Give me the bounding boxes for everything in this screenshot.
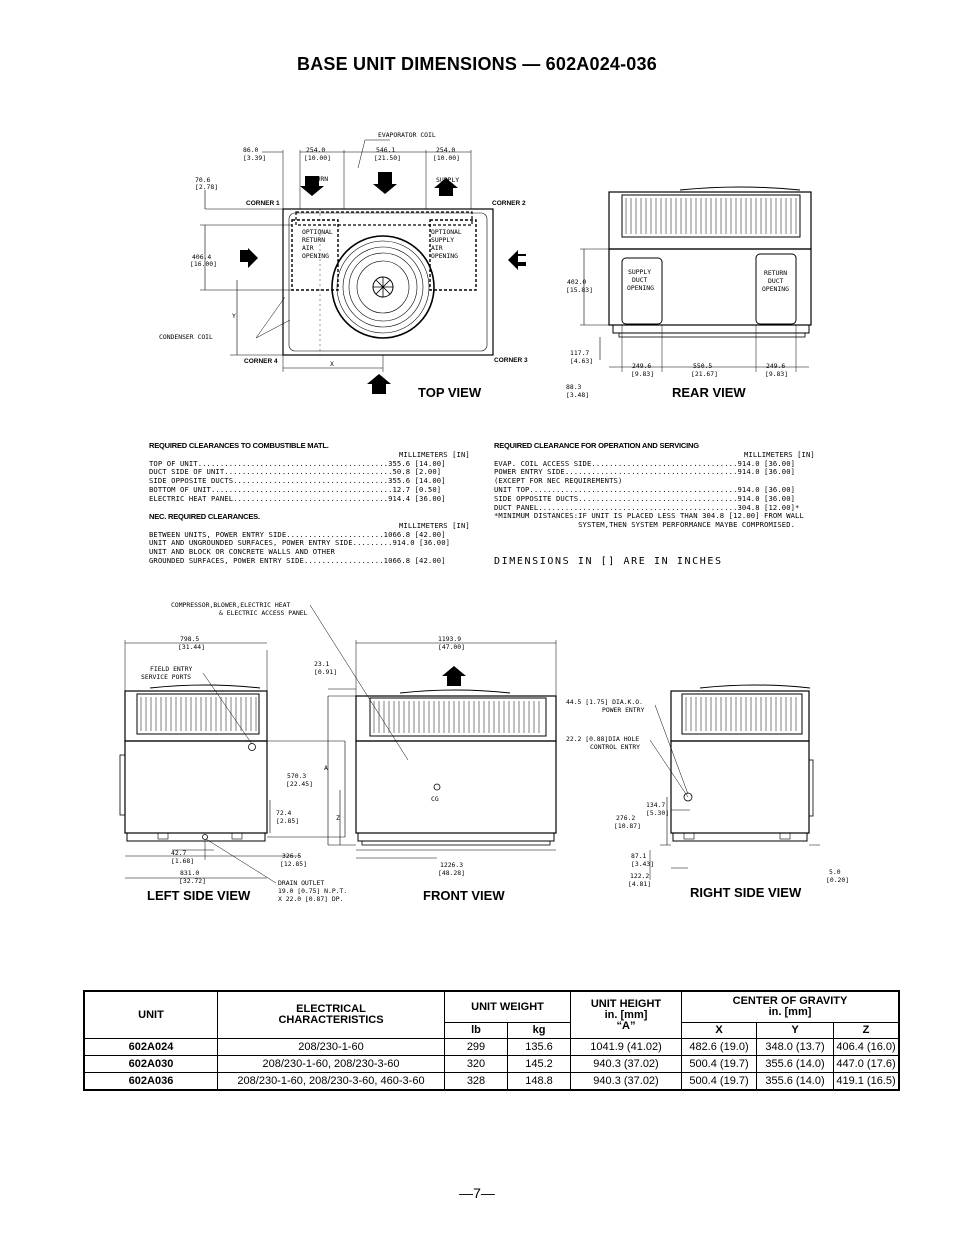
combustible-clearances bbox=[149, 442, 470, 504]
corner-4-label: CORNER 4 bbox=[244, 358, 278, 365]
arrow-up-icon bbox=[367, 374, 391, 394]
dim-798: 798.5 bbox=[180, 635, 200, 643]
return-duct-label: DUCT bbox=[768, 277, 784, 285]
clearance-line: GROUNDED SURFACES, POWER ENTRY SIDE..................1066.8 [42.00] bbox=[149, 555, 446, 565]
table-row bbox=[84, 1039, 899, 1056]
col-unit: UNIT bbox=[84, 991, 218, 1039]
dim-570: 570.3 bbox=[287, 772, 307, 780]
dim-254b: 254.0 bbox=[436, 146, 456, 154]
col-electrical bbox=[218, 991, 445, 1039]
dim-70: 70.6 bbox=[195, 176, 211, 184]
compressor-panel-label: COMPRESSOR,BLOWER,ELECTRIC HEAT bbox=[171, 601, 291, 609]
dim-1193-in: [47.00] bbox=[438, 643, 465, 651]
service-heading: REQUIRED CLEARANCE FOR OPERATION AND SERVICING bbox=[494, 441, 699, 450]
dim-254b-in: [10.00] bbox=[433, 154, 460, 162]
dim-406: 406.4 bbox=[192, 253, 212, 261]
units-label: MILLIMETERS [IN] bbox=[399, 520, 470, 530]
clearance-line: TOP OF UNIT...........................................355.6 [14.00] bbox=[149, 458, 446, 468]
dim-a: A bbox=[324, 764, 328, 772]
evaporator-coil-label: EVAPORATOR COIL bbox=[378, 131, 436, 139]
dim-122: 122.2 bbox=[630, 872, 650, 880]
cell-y: 348.0 (13.7) bbox=[757, 1039, 834, 1056]
col-electrical-line: ELECTRICAL bbox=[296, 1003, 366, 1015]
cell-unit: 602A036 bbox=[84, 1073, 218, 1091]
combustible-heading: REQUIRED CLEARANCES TO COMBUSTIBLE MATL. bbox=[149, 441, 329, 450]
dim-406-in: [16.00] bbox=[190, 260, 217, 268]
return-duct-label: OPENING bbox=[762, 285, 789, 293]
col-height-line: in. [mm] bbox=[604, 1008, 648, 1021]
dim-249a-in: [9.83] bbox=[631, 370, 655, 378]
power-entry-label: 44.5 [1.75] DIA.K.O. bbox=[566, 698, 643, 706]
col-kg: kg bbox=[508, 1023, 571, 1039]
arrow-left-icon bbox=[508, 250, 526, 270]
cell-height: 940.3 (37.02) bbox=[571, 1073, 682, 1091]
arrow-down-icon bbox=[373, 172, 397, 194]
dim-546-in: [21.50] bbox=[374, 154, 401, 162]
dim-23: 23.1 bbox=[314, 660, 330, 668]
col-lb: lb bbox=[445, 1023, 508, 1039]
dim-831-in: [32.72] bbox=[179, 877, 206, 885]
right-side-view bbox=[650, 685, 820, 880]
cg-label: CG bbox=[431, 795, 439, 803]
cell-kg: 135.6 bbox=[508, 1039, 571, 1056]
col-x: X bbox=[682, 1023, 757, 1039]
cell-lb: 299 bbox=[445, 1039, 508, 1056]
supply-label: SUPPLY bbox=[436, 176, 460, 184]
corner-1-label: CORNER 1 bbox=[246, 200, 280, 207]
dim-42: 42.7 bbox=[171, 849, 187, 857]
optional-supply-label: OPENING bbox=[431, 252, 458, 260]
dim-5: 5.0 bbox=[829, 868, 841, 876]
cell-unit: 602A030 bbox=[84, 1056, 218, 1073]
supply-duct-label: OPENING bbox=[627, 284, 654, 292]
dim-88-in: [3.48] bbox=[566, 391, 590, 399]
dimensions-note: DIMENSIONS IN [] ARE IN INCHES bbox=[494, 556, 723, 567]
dim-831: 831.0 bbox=[180, 869, 200, 877]
dim-276: 276.2 bbox=[616, 814, 636, 822]
rear-view-label: REAR VIEW bbox=[672, 385, 746, 400]
drain-outlet-label: X 22.0 [0.87] DP. bbox=[278, 895, 344, 903]
cell-x: 482.6 (19.0) bbox=[682, 1039, 757, 1056]
dim-z: Z bbox=[336, 814, 340, 822]
corner-3-label: CORNER 3 bbox=[494, 357, 528, 364]
dim-5-in: [0.20] bbox=[826, 876, 850, 884]
clearance-line: BOTTOM OF UNIT.........................................12.7 [0.50] bbox=[149, 484, 442, 494]
dim-1226: 1226.3 bbox=[440, 861, 464, 869]
dim-798-in: [31.44] bbox=[178, 643, 205, 651]
col-electrical-line: CHARACTERISTICS bbox=[278, 1014, 384, 1026]
supply-duct-label: DUCT bbox=[632, 276, 648, 284]
clearance-line: (EXCEPT FOR NEC REQUIREMENTS) bbox=[494, 476, 623, 486]
return-label: RETURN bbox=[305, 175, 329, 183]
cell-x: 500.4 (19.7) bbox=[682, 1056, 757, 1073]
col-z: Z bbox=[834, 1023, 900, 1039]
front-view-label: FRONT VIEW bbox=[423, 888, 505, 903]
units-label: MILLIMETERS [IN] bbox=[744, 449, 815, 459]
return-duct-label: RETURN bbox=[764, 269, 788, 277]
cell-height: 1041.9 (41.02) bbox=[571, 1039, 682, 1056]
cell-height: 940.3 (37.02) bbox=[571, 1056, 682, 1073]
dim-72-in: [2.85] bbox=[276, 817, 300, 825]
dim-86: 86.0 bbox=[243, 146, 259, 154]
clearance-line: UNIT AND UNGROUNDED SURFACES, POWER ENTRY SIDE.........914.0 [36.00] bbox=[149, 538, 451, 548]
corner-2-label: CORNER 2 bbox=[492, 200, 526, 207]
dim-249b-in: [9.83] bbox=[765, 370, 789, 378]
col-cg-line: in. [mm] bbox=[768, 1006, 812, 1018]
col-cg-line: CENTER OF GRAVITY bbox=[732, 995, 848, 1007]
cell-z: 447.0 (17.6) bbox=[834, 1056, 900, 1073]
dim-23-in: [0.91] bbox=[314, 668, 338, 676]
service-clearances bbox=[494, 442, 815, 530]
right-side-view-label: RIGHT SIDE VIEW bbox=[690, 885, 802, 900]
units-label: MILLIMETERS [IN] bbox=[399, 449, 470, 459]
cell-kg: 148.8 bbox=[508, 1073, 571, 1091]
cell-y: 355.6 (14.0) bbox=[757, 1073, 834, 1091]
dim-88: 88.3 bbox=[566, 383, 582, 391]
field-entry-label: FIELD ENTRY bbox=[150, 665, 193, 673]
page-number: —7— bbox=[459, 1185, 495, 1201]
dim-276-in: [10.87] bbox=[614, 822, 641, 830]
cell-elec: 208/230-1-60, 208/230-3-60 bbox=[218, 1056, 445, 1073]
table-row bbox=[84, 1073, 899, 1091]
control-entry-label: 22.2 [0.88]DIA HOLE bbox=[566, 735, 640, 743]
dim-402: 402.0 bbox=[567, 278, 587, 286]
dim-570-in: [22.45] bbox=[286, 780, 313, 788]
dim-1193: 1193.9 bbox=[438, 635, 462, 643]
optional-return-label: OPTIONAL bbox=[302, 228, 333, 236]
nec-clearances bbox=[149, 513, 470, 566]
dim-134-in: [5.30] bbox=[646, 809, 670, 817]
dim-402-in: [15.83] bbox=[566, 286, 593, 294]
dim-122-in: [4.81] bbox=[628, 880, 652, 888]
supply-duct-label: SUPPLY bbox=[628, 268, 652, 276]
optional-return-label: AIR bbox=[302, 244, 314, 252]
optional-return-label: OPENING bbox=[302, 252, 329, 260]
cell-lb: 320 bbox=[445, 1056, 508, 1073]
clearance-line: ELECTRIC HEAT PANEL...................................914.4 [36.00] bbox=[149, 493, 446, 503]
cell-elec: 208/230-1-60 bbox=[218, 1039, 445, 1056]
dim-87-in: [3.43] bbox=[631, 860, 655, 868]
cell-elec: 208/230-1-60, 208/230-3-60, 460-3-60 bbox=[218, 1073, 445, 1091]
dim-70-in: [2.78] bbox=[195, 183, 219, 191]
optional-supply-label: OPTIONAL bbox=[431, 228, 462, 236]
dim-117-in: [4.63] bbox=[570, 357, 594, 365]
control-entry-label: CONTROL ENTRY bbox=[590, 743, 641, 751]
optional-return-label: RETURN bbox=[302, 236, 326, 244]
dim-249a: 249.6 bbox=[632, 362, 652, 370]
dim-550: 550.5 bbox=[693, 362, 713, 370]
optional-supply-label: SUPPLY bbox=[431, 236, 455, 244]
clearance-line: BETWEEN UNITS, POWER ENTRY SIDE......................1066.8 [42.00] bbox=[149, 529, 446, 539]
dim-134: 134.7 bbox=[646, 801, 666, 809]
minimum-note: *MINIMUM DISTANCES:IF UNIT IS PLACED LESS THAN 304.8 [12.00] FROM WALL bbox=[494, 511, 804, 521]
dim-254a-in: [10.00] bbox=[304, 154, 331, 162]
unit-specs-table bbox=[83, 990, 900, 1091]
dim-326-in: [12.85] bbox=[280, 860, 307, 868]
col-y: Y bbox=[757, 1023, 834, 1039]
cell-kg: 145.2 bbox=[508, 1056, 571, 1073]
col-unit-height bbox=[571, 991, 682, 1039]
cell-z: 406.4 (16.0) bbox=[834, 1039, 900, 1056]
page-title: BASE UNIT DIMENSIONS — 602A024-036 bbox=[297, 54, 657, 74]
compressor-panel-label: & ELECTRIC ACCESS PANEL bbox=[219, 609, 308, 617]
front-view bbox=[310, 605, 556, 858]
power-entry-label: POWER ENTRY bbox=[602, 706, 645, 714]
table-row bbox=[84, 1056, 899, 1073]
dim-y: Y bbox=[232, 312, 236, 320]
clearance-line: UNIT AND BLOCK OR CONCRETE WALLS AND OTHER bbox=[149, 547, 335, 557]
cell-z: 419.1 (16.5) bbox=[834, 1073, 900, 1091]
dim-1226-in: [48.28] bbox=[438, 869, 465, 877]
clearance-line: POWER ENTRY SIDE.......................................914.0 [36.00] bbox=[494, 467, 796, 477]
arrow-right-icon bbox=[240, 248, 258, 268]
cell-x: 500.4 (19.7) bbox=[682, 1073, 757, 1091]
drain-outlet-label: 19.0 [0.75] N.P.T. bbox=[278, 887, 348, 895]
dim-254a: 254.0 bbox=[306, 146, 326, 154]
arrow-up-icon bbox=[442, 666, 466, 686]
cell-y: 355.6 (14.0) bbox=[757, 1056, 834, 1073]
clearance-line: SIDE OPPOSITE DUCTS...................................355.6 [14.00] bbox=[149, 476, 446, 486]
cell-lb: 328 bbox=[445, 1073, 508, 1091]
dim-249b: 249.6 bbox=[766, 362, 786, 370]
left-side-view-label: LEFT SIDE VIEW bbox=[147, 888, 251, 903]
field-entry-label: SERVICE PORTS bbox=[141, 673, 192, 681]
dim-x: X bbox=[330, 360, 334, 368]
drain-outlet-label: DRAIN OUTLET bbox=[278, 879, 325, 887]
col-center-of-gravity bbox=[682, 991, 900, 1023]
dim-72: 72.4 bbox=[276, 809, 292, 817]
dim-550-in: [21.67] bbox=[691, 370, 718, 378]
col-height-line: UNIT HEIGHT bbox=[590, 997, 662, 1010]
col-height-line: “A” bbox=[616, 1019, 636, 1032]
dim-117: 117.7 bbox=[570, 349, 590, 357]
top-view-label: TOP VIEW bbox=[418, 385, 482, 400]
condenser-coil-label: CONDENSER COIL bbox=[159, 333, 213, 341]
cell-unit: 602A024 bbox=[84, 1039, 218, 1056]
nec-heading: NEC. REQUIRED CLEARANCES. bbox=[149, 512, 260, 521]
clearance-line: DUCT SIDE OF UNIT......................................50.8 [2.00] bbox=[149, 467, 442, 477]
clearance-line: SIDE OPPOSITE DUCTS....................................914.0 [36.00] bbox=[494, 493, 796, 503]
dim-546: 546.1 bbox=[376, 146, 396, 154]
clearance-line: DUCT PANEL.............................................304.8 [12.00]* bbox=[494, 502, 800, 512]
dim-42-in: [1.68] bbox=[171, 857, 195, 865]
clearance-line: UNIT TOP...............................................914.0 [36.00] bbox=[494, 484, 796, 494]
dim-326: 326.5 bbox=[282, 852, 302, 860]
col-unit-weight: UNIT WEIGHT bbox=[445, 991, 571, 1023]
clearance-line: EVAP. COIL ACCESS SIDE.................................914.0 [36.00] bbox=[494, 458, 796, 468]
dim-86-in: [3.39] bbox=[243, 154, 267, 162]
optional-supply-label: AIR bbox=[431, 244, 443, 252]
dim-87: 87.1 bbox=[631, 852, 647, 860]
minimum-note: SYSTEM,THEN SYSTEM PERFORMANCE MAYBE COMPROMISED. bbox=[494, 520, 796, 530]
